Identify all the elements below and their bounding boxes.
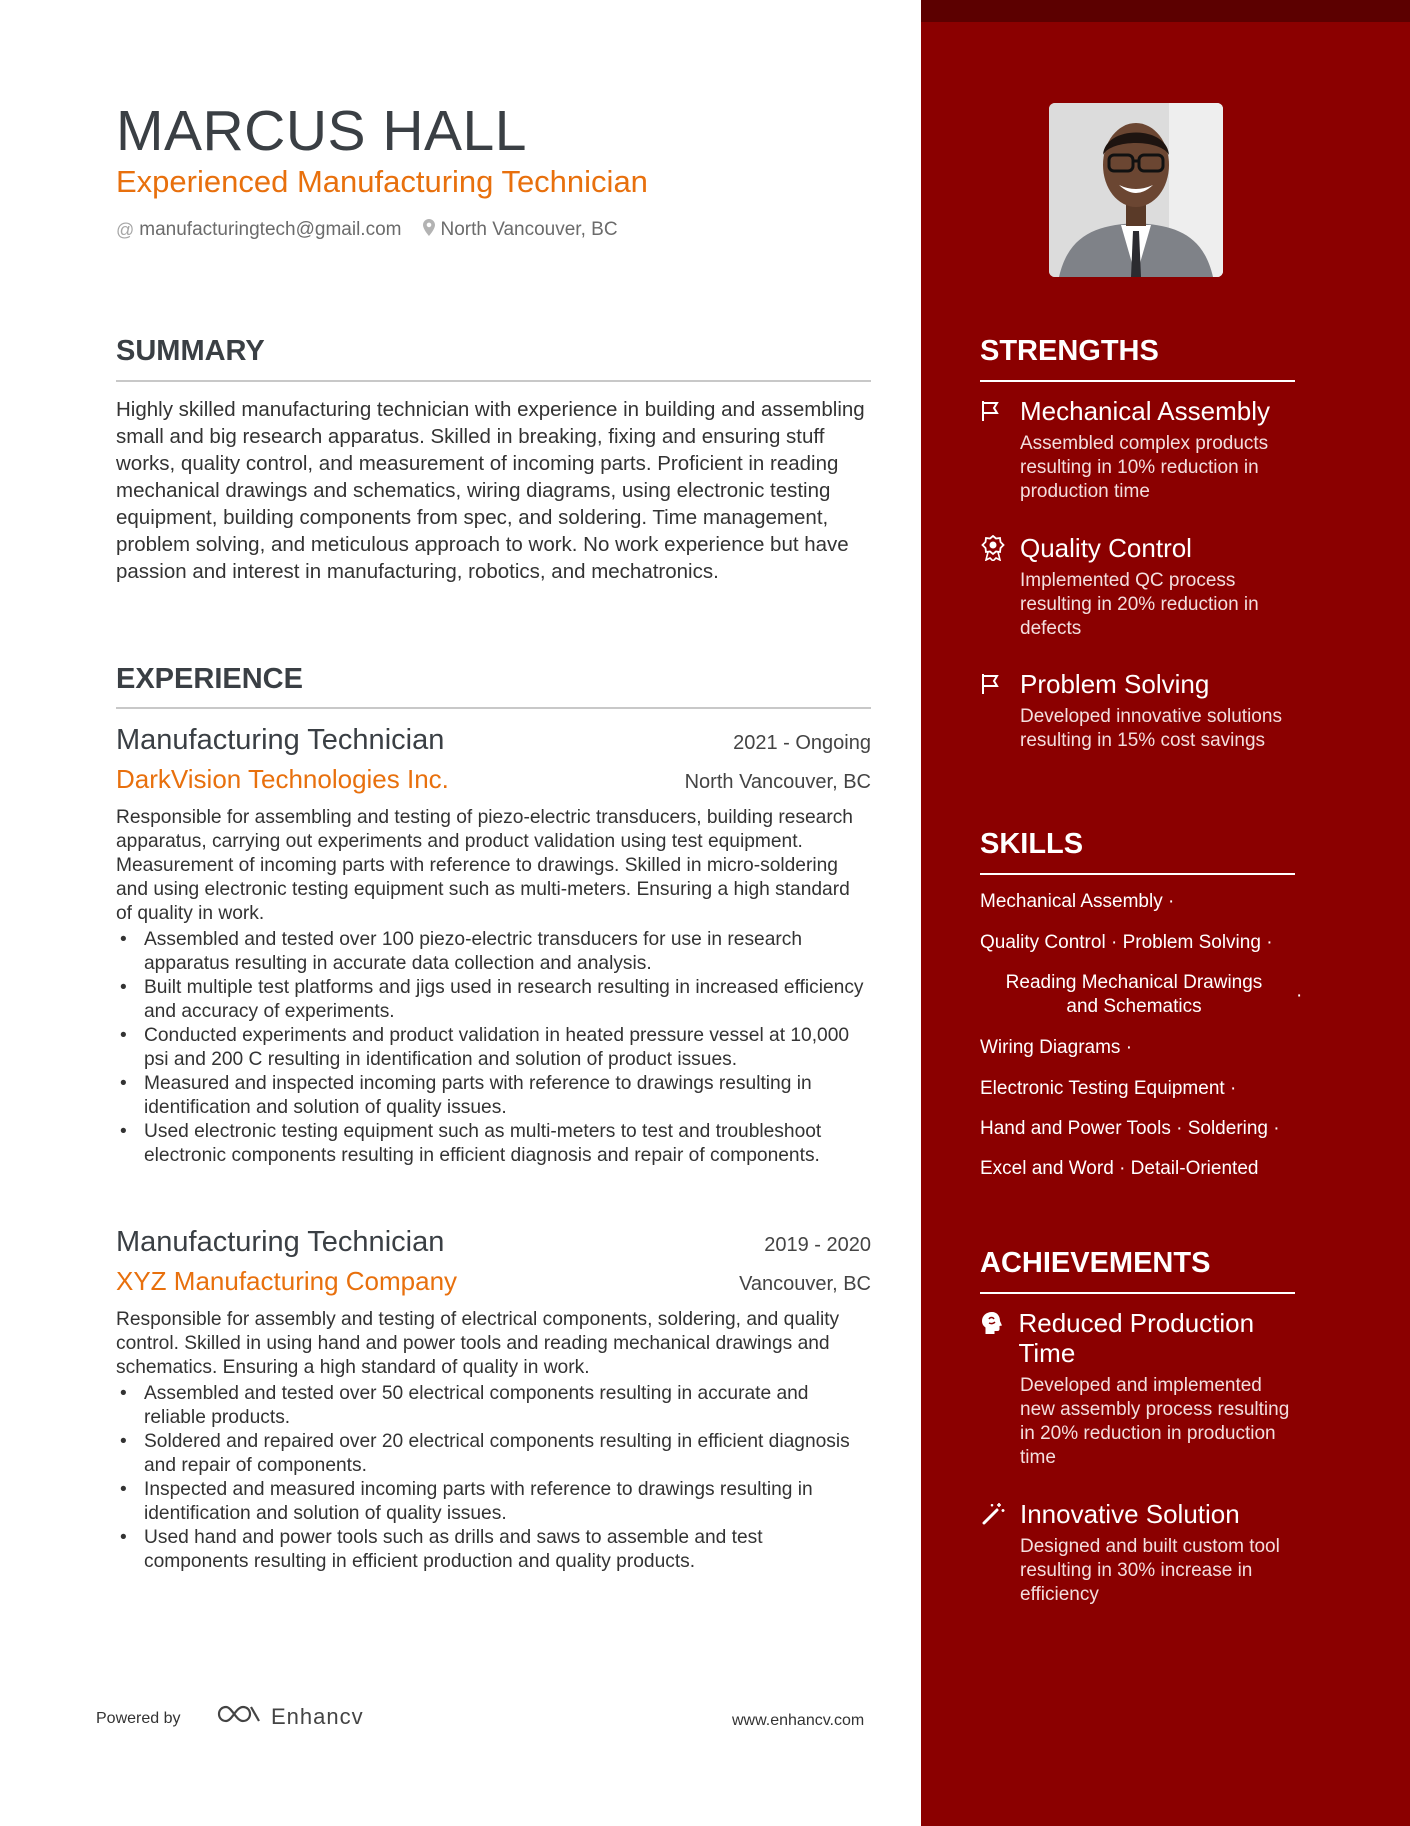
award-icon bbox=[980, 535, 1006, 561]
candidate-title: Experienced Manufacturing Technician bbox=[116, 164, 648, 199]
flag-icon bbox=[980, 398, 1006, 424]
enhancv-logo-icon bbox=[215, 1702, 263, 1731]
profile-photo bbox=[1049, 103, 1223, 277]
strengths-heading: STRENGTHS bbox=[980, 335, 1159, 367]
skill-tag: Reading Mechanical Drawings and Schematics bbox=[1005, 972, 1263, 1017]
strength-desc: Assembled complex products resulting in 10% reduction in production time bbox=[1020, 433, 1269, 502]
skill-tag: Hand and Power Tools · Soldering · bbox=[980, 1118, 1280, 1139]
experience-heading: EXPERIENCE bbox=[116, 663, 303, 695]
achievement-item bbox=[980, 1499, 1300, 1607]
strength-item bbox=[980, 396, 1300, 504]
job-location: Vancouver, BC bbox=[739, 1273, 871, 1295]
job-bullet: • Inspected and measured incoming parts with reference to drawings resulting in identification and solution of quality issues. bbox=[116, 1478, 871, 1526]
skill-separator: · bbox=[1296, 985, 1303, 1006]
strength-item bbox=[980, 669, 1300, 753]
contact-location bbox=[423, 216, 617, 244]
powered-by-label: Powered by bbox=[96, 1710, 181, 1727]
job-location: North Vancouver, BC bbox=[684, 771, 871, 793]
at-icon: @ bbox=[116, 220, 135, 240]
achievement-title: Reduced Production Time bbox=[1018, 1308, 1255, 1368]
job-description: Responsible for assembly and testing of electrical components, soldering, and quality control. Skilled in using hand and power tools and reading mechanical drawings and schematics. Ensuring a high standard of quality in work. bbox=[116, 1309, 840, 1378]
achievements-divider bbox=[980, 1292, 1295, 1294]
skill-tag: Wiring Diagrams · bbox=[980, 1037, 1133, 1058]
strength-title: Mechanical Assembly bbox=[1020, 396, 1270, 426]
achievement-item bbox=[980, 1308, 1300, 1470]
skills-divider bbox=[980, 873, 1295, 875]
skill-tag: Quality Control · Problem Solving · bbox=[980, 932, 1273, 953]
skill-tag: Excel and Word · Detail-Oriented bbox=[980, 1158, 1259, 1179]
job-dates: 2019 - 2020 bbox=[764, 1234, 871, 1256]
job-bullet: • Assembled and tested over 100 piezo-electric transducers for use in research apparatus resulting in accurate data collection and analysis. bbox=[116, 928, 871, 976]
email-text: manufacturingtech@gmail.com bbox=[139, 219, 402, 240]
achievement-desc: Designed and built custom tool resulting in 30% increase in efficiency bbox=[1020, 1536, 1280, 1605]
job-role: Manufacturing Technician bbox=[116, 724, 445, 756]
location-pin-icon bbox=[423, 216, 435, 244]
job-bullet: • Assembled and tested over 50 electrical components resulting in accurate and reliable products. bbox=[116, 1382, 871, 1430]
job-description: Responsible for assembling and testing of piezo-electric transducers, building research apparatus, carrying out experiments and product validation using test equipment. Measurement of incoming parts with reference to drawings. Skilled in micro-soldering and using electronic testing equipment such as multi-meters. Ensuring a high standard of quality in work. bbox=[116, 807, 853, 924]
magic-wand-icon bbox=[980, 1499, 1006, 1529]
job-dates: 2021 - Ongoing bbox=[733, 732, 871, 754]
job-bullet: • Measured and inspected incoming parts with reference to drawings resulting in identification and solution of quality issues. bbox=[116, 1072, 871, 1120]
strengths-divider bbox=[980, 380, 1295, 382]
sidebar-top-bar bbox=[921, 0, 1410, 22]
footer-url[interactable]: www.enhancv.com bbox=[732, 1712, 865, 1729]
strength-title: Problem Solving bbox=[1020, 669, 1210, 699]
contact-email[interactable] bbox=[116, 216, 401, 244]
strength-desc: Developed innovative solutions resulting in 15% cost savings bbox=[1020, 706, 1282, 751]
skill-tag: Electronic Testing Equipment · bbox=[980, 1078, 1237, 1099]
experience-divider bbox=[116, 707, 871, 709]
job-bullet: • Used electronic testing equipment such as multi-meters to test and troubleshoot electronic components resulting in efficient diagnosis and repair of components. bbox=[116, 1120, 871, 1168]
job-bullets bbox=[116, 928, 871, 1168]
flag-icon bbox=[980, 671, 1006, 697]
strength-desc: Implemented QC process resulting in 20% reduction in defects bbox=[1020, 570, 1259, 639]
job-company[interactable]: XYZ Manufacturing Company bbox=[116, 1266, 458, 1296]
enhancv-logo[interactable] bbox=[215, 1702, 364, 1731]
job-bullet: • Conducted experiments and product validation in heated pressure vessel at 10,000 psi and 200 C resulting in identification and solution of product issues. bbox=[116, 1024, 871, 1072]
enhancv-brand: Enhancv bbox=[271, 1703, 364, 1729]
brain-icon bbox=[980, 1308, 1004, 1338]
strength-item bbox=[980, 533, 1300, 641]
experience-entry bbox=[116, 1222, 871, 1574]
summary-heading: SUMMARY bbox=[116, 335, 265, 367]
summary-text: Highly skilled manufacturing technician with experience in building and assembling small and big research apparatus. Skilled in breaking, fixing and ensuring stuff works, quality control, and measurement of incoming parts. Proficient in reading mechanical drawings and schematics, wiring diagrams, using electronic testing equipment, building components from spec, and soldering. Time management, problem solving, and meticulous approach to work. No work experience but have passion and interest in manufacturing, robotics, and mechatronics. bbox=[116, 398, 865, 583]
experience-entry bbox=[116, 720, 871, 1168]
location-text: North Vancouver, BC bbox=[440, 219, 618, 240]
candidate-name: MARCUS HALL bbox=[116, 99, 527, 163]
achievement-title: Innovative Solution bbox=[1020, 1499, 1240, 1529]
job-bullet: • Soldered and repaired over 20 electrical components resulting in efficient diagnosis and repair of components. bbox=[116, 1430, 871, 1478]
contact-row bbox=[116, 216, 640, 244]
job-bullet: • Built multiple test platforms and jigs used in research resulting in increased efficiency and accuracy of experiments. bbox=[116, 976, 871, 1024]
job-role: Manufacturing Technician bbox=[116, 1226, 445, 1258]
summary-divider bbox=[116, 380, 871, 382]
achievements-heading: ACHIEVEMENTS bbox=[980, 1247, 1211, 1279]
skill-tag: Mechanical Assembly · bbox=[980, 891, 1175, 912]
job-company[interactable]: DarkVision Technologies Inc. bbox=[116, 764, 449, 794]
skills-heading: SKILLS bbox=[980, 828, 1084, 860]
achievement-desc: Developed and implemented new assembly process resulting in 20% reduction in production time bbox=[1020, 1375, 1290, 1468]
job-bullets bbox=[116, 1382, 871, 1574]
job-bullet: • Used hand and power tools such as drills and saws to assemble and test components resulting in efficient production and quality products. bbox=[116, 1526, 871, 1574]
strength-title: Quality Control bbox=[1020, 533, 1192, 563]
